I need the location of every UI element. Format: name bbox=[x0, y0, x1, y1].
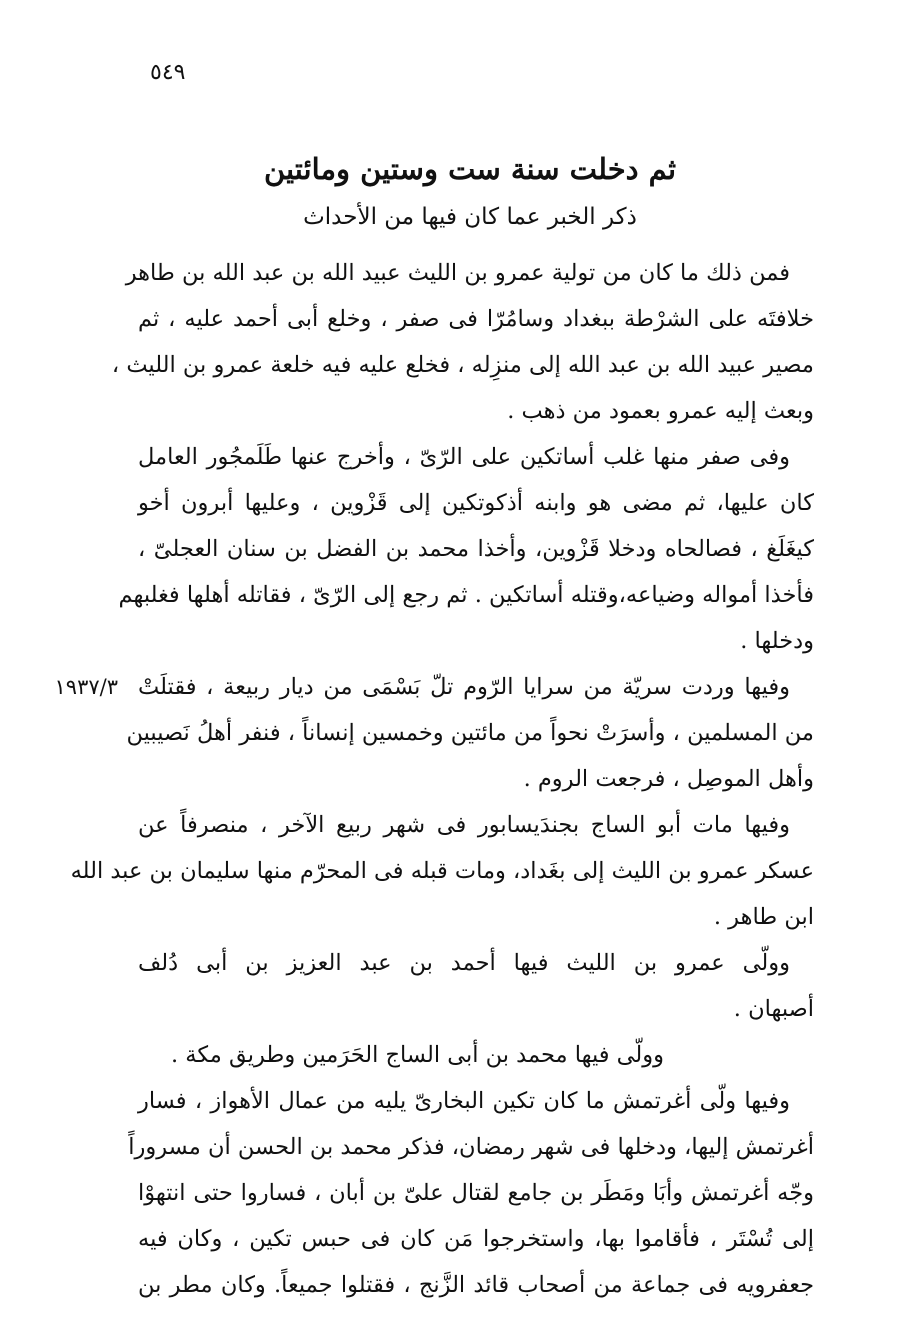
text-line: أغرتمش إليها، ودخلها فى شهر رمضان، فذكر محمد بن الحسن أن مسروراً bbox=[128, 1134, 814, 1160]
text-line: ابن طاهر . bbox=[713, 904, 814, 930]
text-line: فمن ذلك ما كان من تولية عمرو بن الليث عبيد الله بن عبد الله بن طاهر bbox=[125, 260, 790, 286]
text-line: من المسلمين ، وأسرَتْ نحواً من مائتين وخمسين إنساناً ، فنفر أهلُ نَصيبين bbox=[126, 720, 814, 746]
paragraph bbox=[118, 434, 814, 664]
text-line: وولّى عمرو بن الليث فيها أحمد بن عبد العزيز بن أبى دُلف bbox=[138, 950, 790, 976]
text-line: ودخلها . bbox=[740, 628, 814, 654]
text-line: كان عليها، ثم مضى هو وابنه أذكوتكين إلى قَزْوين ، وعليها أبرون أخو bbox=[138, 490, 814, 516]
text-line: أصبهان . bbox=[733, 996, 814, 1022]
paragraph bbox=[138, 1032, 814, 1078]
paragraph bbox=[111, 250, 814, 434]
chapter-heading: ثم دخلت سنة ست وستين ومائتين bbox=[263, 152, 677, 186]
text-line: فأخذا أمواله وضياعه،وقتله أساتكين . ثم رجع إلى الرّىّ ، فقاتله أهلها فغلبهم bbox=[118, 582, 814, 608]
page-number: ٥٤٩ bbox=[150, 60, 186, 85]
paragraph bbox=[138, 940, 814, 1032]
text-line: وأهل الموصِل ، فرجعت الروم . bbox=[523, 766, 814, 792]
body-text bbox=[54, 250, 814, 1308]
text-line: خلافتَه على الشرْطة ببغداد وسامُرّا فى صفر ، وخلع أبى أحمد عليه ، ثم bbox=[138, 306, 814, 332]
text-line: عسكر عمرو بن الليث إلى بغَداد، ومات قبله فى المحرّم منها سليمان بن عبد الله bbox=[70, 858, 814, 884]
text-line: مصير عبيد الله بن عبد الله إلى منزِله ، فخلع عليه فيه خلعة عمرو بن الليث ، bbox=[111, 352, 814, 378]
text-line: إلى تُسْتَر ، فأقاموا بها، واستخرجوا مَن كان فى حبس تكين ، وكان فيه bbox=[138, 1226, 814, 1252]
paragraph bbox=[54, 664, 814, 802]
text-line: وولّى فيها محمد بن أبى الساج الحَرَمين وطريق مكة . bbox=[170, 1042, 664, 1068]
margin-reference-note: ١٩٣٧/٣ bbox=[54, 675, 118, 699]
text-line: وفيها مات أبو الساج بجندَيسابور فى شهر ربيع الآخر ، منصرفاً عن bbox=[138, 812, 790, 838]
text-line: جعفرويه فى جماعة من أصحاب قائد الزَّنج ، فقتلوا جميعاً. وكان مطر بن bbox=[138, 1272, 814, 1298]
text-line: وفيها ولّى أغرتمش ما كان تكين البخارىّ يليه من عمال الأهواز ، فسار bbox=[138, 1088, 790, 1114]
section-subheading: ذكر الخبر عما كان فيها من الأحداث bbox=[303, 204, 637, 230]
text-line: كيغَلَغ ، فصالحاه ودخلا قَزْوين، وأخذا محمد بن الفضل بن سنان العجلىّ ، bbox=[138, 536, 814, 562]
paragraph bbox=[70, 802, 814, 940]
text-line: وفيها وردت سريّة من سرايا الرّوم تلّ بَسْمَى من ديار ربيعة ، فقتلَتْ bbox=[138, 674, 790, 700]
paragraph bbox=[128, 1078, 814, 1308]
text-line: وجّه أغرتمش وأبَا ومَطَر بن جامع لقتال علىّ بن أبان ، فساروا حتى انتهوْا bbox=[138, 1180, 814, 1206]
text-line: وبعث إليه عمرو بعمود من ذهب . bbox=[507, 398, 814, 424]
text-line: وفى صفر منها غلب أساتكين على الرّىّ ، وأخرج عنها طَلَمجُور العامل bbox=[138, 444, 790, 470]
